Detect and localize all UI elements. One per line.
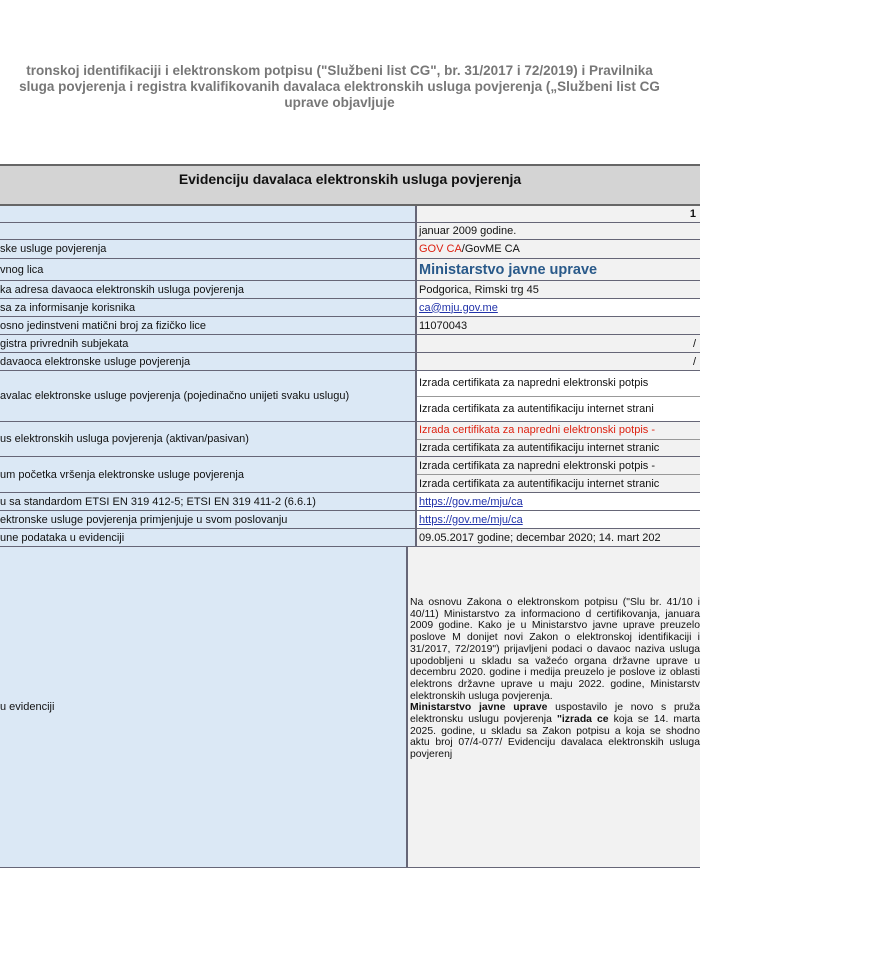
- table-row: [0, 240, 700, 259]
- row-label: une podataka u evidenciji: [0, 529, 417, 546]
- row-value: 11070043: [419, 319, 468, 332]
- practice-link[interactable]: https://gov.me/mju/ca: [419, 513, 523, 526]
- header-line: sluga povjerenja i registra kvalifikovanih davalaca elektronskih usluga povjerenja („Službeni list CG: [19, 79, 660, 94]
- status-item: Izrada certifikata za napredni elektronski potpis -: [417, 422, 700, 440]
- table-row: [0, 493, 700, 511]
- row-label: gistra privrednih subjekata: [0, 335, 417, 352]
- evidence-note: [408, 547, 700, 761]
- table-row: [0, 259, 700, 281]
- table-row: [0, 223, 700, 240]
- table-row: [0, 206, 700, 223]
- row-value: Ministarstvo javne uprave: [419, 261, 598, 278]
- note-bold: "izrada ce: [556, 714, 609, 726]
- table-title: Evidenciju davalaca elektronskih usluga povjerenja: [0, 166, 700, 206]
- table-row: [0, 317, 700, 335]
- row-label: sa za informisanje korisnika: [0, 299, 417, 316]
- email-link[interactable]: ca@mju.gov.me: [419, 301, 498, 314]
- row-label: osno jedinstveni matični broj za fizičko lice: [0, 317, 417, 334]
- note-bold: Ministarstvo javne uprave: [410, 702, 548, 714]
- table-row: [0, 299, 700, 317]
- start-date-item: Izrada certifikata za autentifikaciju internet stranic: [419, 477, 660, 490]
- service-item: Izrada certifikata za napredni elektronski potpis: [417, 371, 700, 397]
- table-row: [0, 371, 700, 422]
- row-label: u evidenciji: [0, 547, 408, 867]
- table-row: [0, 529, 700, 547]
- row-label: us elektronskih usluga povjerenja (aktivan/pasivan): [0, 422, 417, 456]
- row-label: [0, 223, 417, 239]
- table-row: [0, 547, 700, 868]
- note-text: Na osnovu Zakona o elektronskom potpisu ("Slu br. 41/10 i 40/11) Ministarstvo za informaciono d certifikovanja, januara 2009 godine. Kako je u Ministarstvo javne uprave preuzelo poslove M donijet novi Zakon o elektronskoj identifikaciji i 31/2017, 72/2019") prijavljeni podaci o davaoc naziva usluga upodobljeni u skladu sa važećo organa državne uprave u decembru 2020. godine i medija preuzelo je poslove iz oblasti elektrons državne uprave u maju 2022. godine, Ministarstv elektronskih usluga povjerenja.: [410, 597, 700, 702]
- value-rest: /GovME CA: [461, 243, 520, 255]
- row-label: davaoca elektronske usluge povjerenja: [0, 353, 417, 370]
- header-line: tronskoj identifikaciji i elektronskom potpisu ("Službeni list CG", br. 31/2017 i 72/2019) i Pravilnika: [26, 63, 653, 78]
- note-text: koja se 14. marta 2025. godine, u skladu sa Zakon potpisu a koja se shodno aktu broj 07/4-077/ Evidenciju davalaca elektronskih usluga povjerenj: [410, 714, 700, 761]
- policy-link[interactable]: https://gov.me/mju/ca: [419, 495, 523, 508]
- service-item: Izrada certifikata za autentifikaciju internet strani: [419, 402, 654, 415]
- row-value: 1: [689, 208, 696, 220]
- row-value: januar 2009 godine.: [419, 225, 517, 237]
- row-value: /: [692, 355, 696, 368]
- table-row: [0, 335, 700, 353]
- row-label: vnog lica: [0, 259, 417, 280]
- table-row: [0, 422, 700, 457]
- start-date-item: Izrada certifikata za napredni elektronski potpis -: [417, 457, 700, 475]
- table-row: [0, 511, 700, 529]
- row-value: Podgorica, Rimski trg 45: [419, 283, 539, 296]
- row-label: um početka vršenja elektronske usluge povjerenja: [0, 457, 417, 492]
- row-value: /: [692, 337, 696, 350]
- row-label: u sa standardom ETSI EN 319 412-5; ETSI EN 319 411-2 (6.6.1): [0, 493, 417, 510]
- value-red: GOV CA: [419, 243, 462, 255]
- document-header: [0, 63, 879, 111]
- row-label: avalac elektronske usluge povjerenja (pojedinačno unijeti svaku uslugu): [0, 371, 417, 421]
- note-text: uspostavilo je novo s pruža elektronsku uslugu povjerenja: [410, 702, 700, 726]
- header-line: uprave objavljuje: [284, 95, 395, 110]
- evidence-table: [0, 164, 700, 868]
- row-label: [0, 206, 417, 222]
- table-row: [0, 457, 700, 493]
- row-label: ka adresa davaoca elektronskih usluga povjerenja: [0, 281, 417, 298]
- row-value: [417, 240, 700, 258]
- row-value: 09.05.2017 godine; decembar 2020; 14. mart 202: [419, 531, 661, 544]
- row-label: ektronske usluge povjerenja primjenjuje u svom poslovanju: [0, 511, 417, 528]
- table-row: [0, 353, 700, 371]
- table-row: [0, 281, 700, 299]
- status-item: Izrada certifikata za autentifikaciju internet stranic: [419, 441, 660, 454]
- row-label: ske usluge povjerenja: [0, 240, 417, 258]
